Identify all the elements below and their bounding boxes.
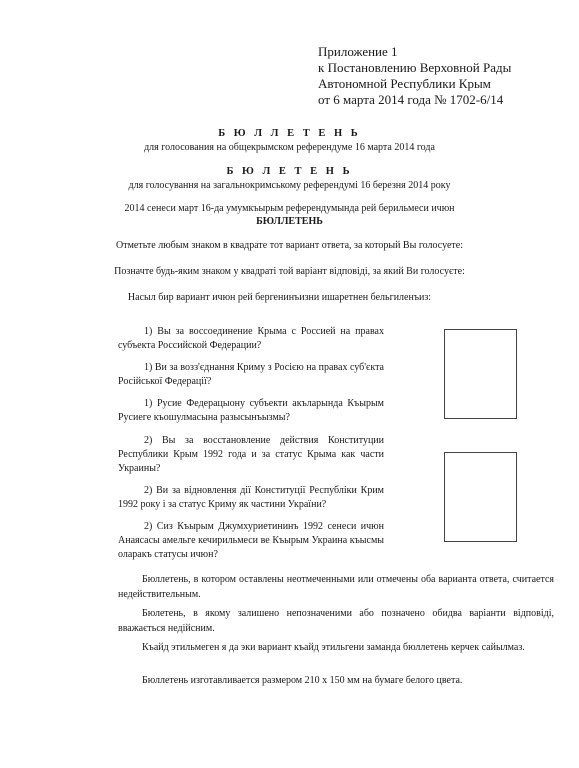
note-ct: Къайд этильмеген я да эки вариант къайд этильгени заманда бюллетень керчек сайылмаз. <box>142 642 525 653</box>
option2-checkbox[interactable] <box>444 452 517 542</box>
appendix-line: к Постановлению Верховной Рады <box>318 60 512 75</box>
ballot-title-ua: Б Ю Л Е Т Е Н Ь <box>226 166 353 177</box>
option1-ua: 1) Ви за возз'єднання Криму з Росією на правах суб'єкта Російської Федерації? <box>118 362 384 387</box>
note-size: Бюллетень изготавливается размером 210 х 150 мм на бумаге белого цвета. <box>142 675 463 686</box>
option2-ru: 2) Вы за восстановление действия Конституции Республики Крым 1992 года и за статус Крыма как части Украины? <box>118 435 384 474</box>
instruction-ru: Отметьте любым знаком в квадрате тот вариант ответа, за который Вы голосуете: <box>116 240 463 251</box>
option1-ct: 1) Русие Федерацыону субъекти акъларында Къырым Русиеге къошулмасына разысынъызмы? <box>118 398 384 423</box>
ballot-subtitle-ru: для голосования на общекрымском референдуме 16 марта 2014 года <box>144 142 435 153</box>
instruction-ct: Насыл бир вариант ичюн рей бергенинъизни ишаретнен бельгиленъиз: <box>127 292 432 303</box>
note-ru: Бюллетень, в котором оставлены неотмеченными или отмечены оба варианта ответа, считается недействительным. <box>118 574 554 600</box>
appendix-line: от 6 марта 2014 года № 1702-6/14 <box>318 92 504 107</box>
option2-ct: 2) Сиз Къырым Джумхуриетининъ 1992 сенеси ичюн Анаясасы амельге кечирильмеси ве Къырым Украина къысмы оларакъ статусы ичюн? <box>118 521 384 560</box>
option1-checkbox[interactable] <box>444 329 517 419</box>
ballot-title-ct: БЮЛЛЕТЕНЬ <box>256 216 323 227</box>
ballot-subtitle-ua: для голосування на загальнокримському референдумі 16 березня 2014 року <box>128 180 451 191</box>
appendix-line: Приложение 1 <box>318 44 398 59</box>
ballot-subtitle-ct: 2014 сенеси март 16-да умумкъырым референдумында рей берильмеси ичюн <box>124 203 455 214</box>
option2-text <box>118 434 384 562</box>
option2-ua: 2) Ви за відновлення дії Конституції Республіки Крим 1992 року і за статус Криму як частини України? <box>118 485 384 510</box>
appendix-header <box>318 44 511 108</box>
instruction-ua: Позначте будь-яким знаком у квадраті той варіант відповіді, за який Ви голосуєте: <box>114 266 465 277</box>
appendix-line: Автономной Республики Крым <box>318 76 491 91</box>
ballot-title-ru: Б Ю Л Л Е Т Е Н Ь <box>218 128 361 139</box>
option1-text <box>118 325 384 425</box>
notes <box>118 572 554 688</box>
note-ua: Бюлетень, в якому залишено непозначеними або позначено обидва варіанти відповіді, вважається недійсним. <box>118 608 554 634</box>
option1-ru: 1) Вы за воссоединение Крыма с Россией на правах субъекта Российской Федерации? <box>118 326 384 351</box>
